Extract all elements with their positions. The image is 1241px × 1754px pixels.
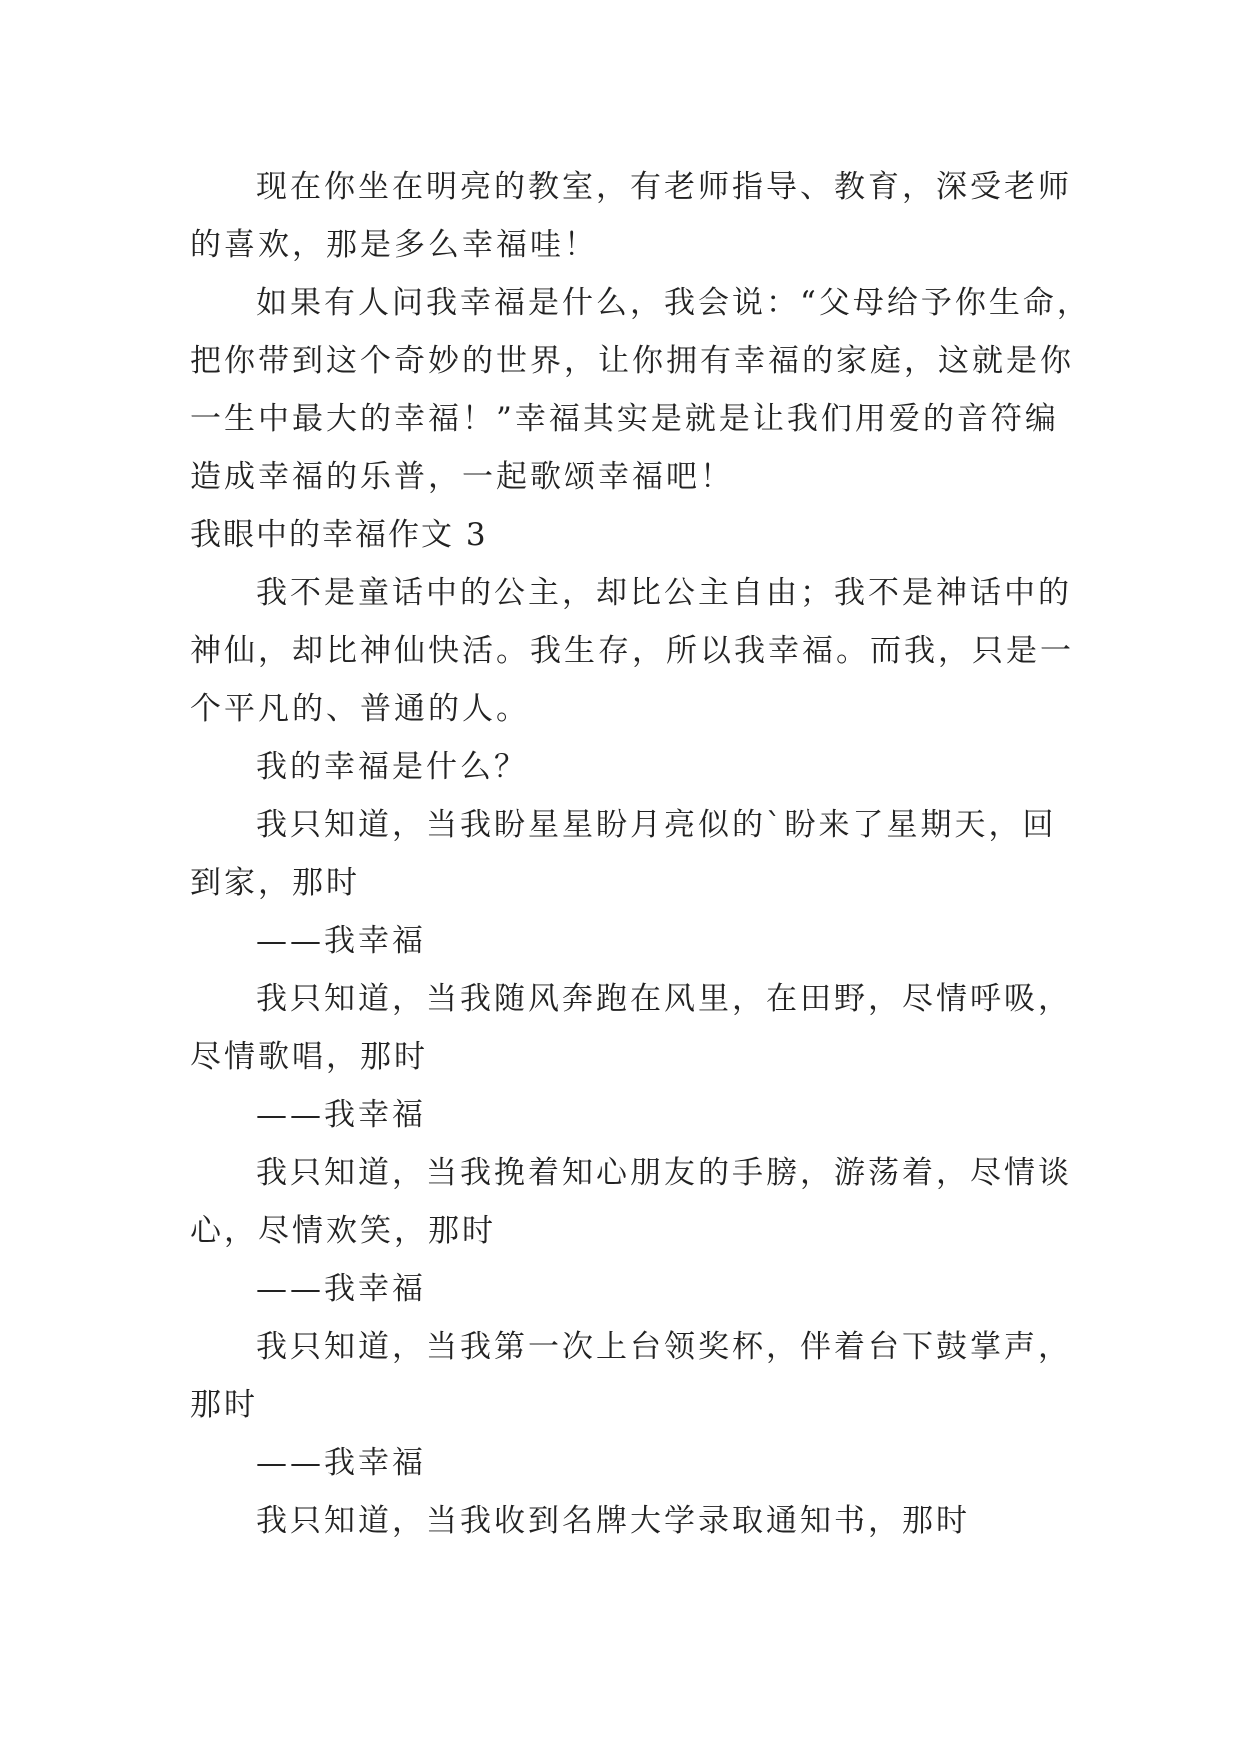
- paragraph-line: 如果有人问我幸福是什么，我会说：“父母给予你生命，: [256, 285, 1091, 321]
- refrain-line: ——我幸福: [256, 1097, 426, 1133]
- paragraph-line: 我只知道，当我第一次上台领奖杯，伴着台下鼓掌声，: [256, 1329, 1072, 1365]
- paragraph-line: 我只知道，当我盼星星盼月亮似的`盼来了星期天，回: [256, 807, 1057, 843]
- paragraph-line: 我只知道，当我挽着知心朋友的手膀，游荡着，尽情谈: [256, 1155, 1072, 1191]
- paragraph-line: 的喜欢，那是多么幸福哇！: [190, 227, 598, 263]
- paragraph-line: 那时: [190, 1387, 258, 1423]
- refrain-line: ——我幸福: [256, 1445, 426, 1481]
- paragraph-line: 一生中最大的幸福！”幸福其实是就是让我们用爱的音符编: [190, 401, 1059, 437]
- paragraph-line: 神仙，却比神仙快活。我生存，所以我幸福。而我，只是一: [190, 633, 1074, 669]
- paragraph-line: 现在你坐在明亮的教室，有老师指导、教育，深受老师: [256, 169, 1072, 205]
- section-heading: 我眼中的幸福作文 3: [190, 517, 488, 553]
- paragraph-line: 我不是童话中的公主，却比公主自由；我不是神话中的: [256, 575, 1072, 611]
- paragraph-line: 我只知道，当我收到名牌大学录取通知书，那时: [256, 1503, 970, 1539]
- document-body: [190, 158, 1091, 1550]
- paragraph-line: 我的幸福是什么？: [256, 749, 528, 785]
- paragraph-line: 造成幸福的乐普，一起歌颂幸福吧！: [190, 459, 734, 495]
- paragraph-line: 心，尽情欢笑，那时: [190, 1213, 496, 1249]
- paragraph-line: 尽情歌唱，那时: [190, 1039, 428, 1075]
- paragraph-line: 我只知道，当我随风奔跑在风里，在田野，尽情呼吸，: [256, 981, 1072, 1017]
- paragraph-line: 个平凡的、普通的人。: [190, 691, 530, 727]
- refrain-line: ——我幸福: [256, 923, 426, 959]
- paragraph-line: 到家，那时: [190, 865, 360, 901]
- paragraph-line: 把你带到这个奇妙的世界，让你拥有幸福的家庭，这就是你: [190, 343, 1074, 379]
- refrain-line: ——我幸福: [256, 1271, 426, 1307]
